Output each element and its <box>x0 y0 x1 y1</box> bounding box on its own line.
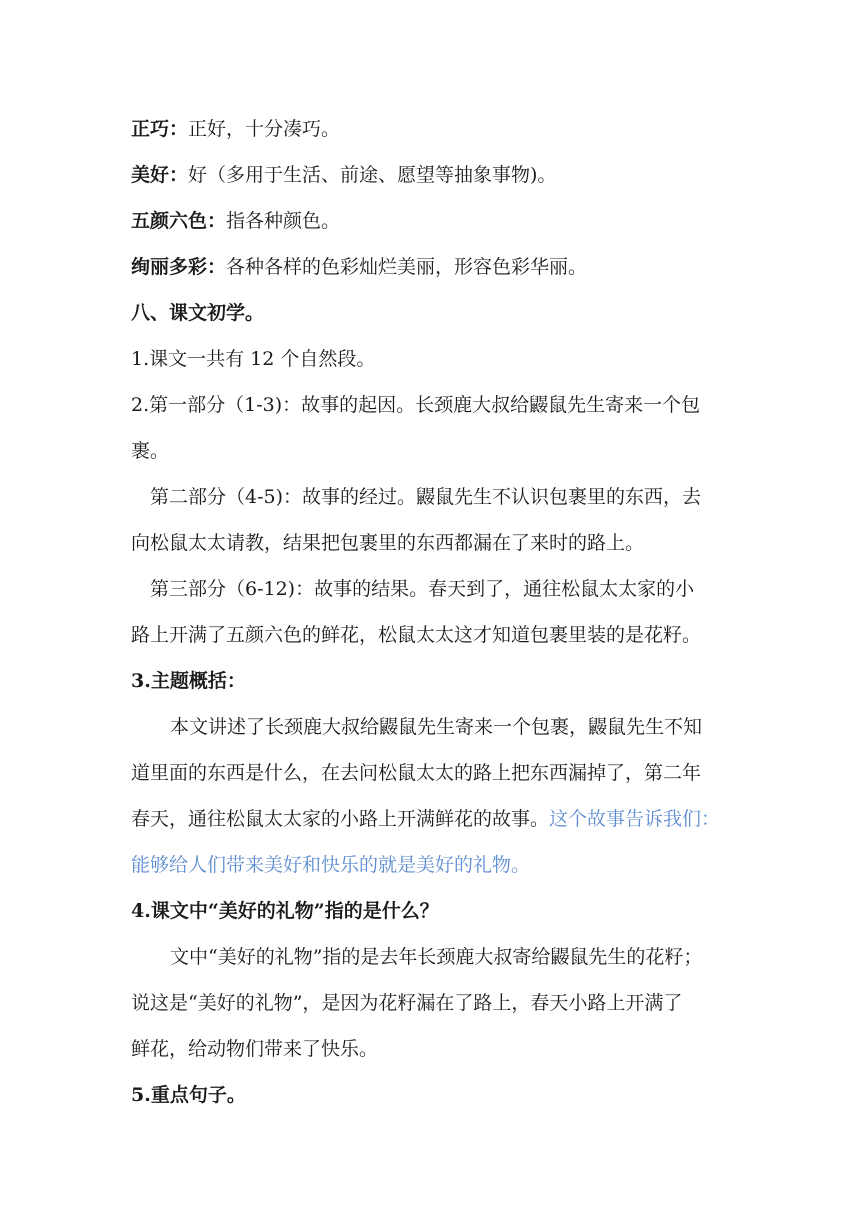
definition-text: 正好，十分凑巧。 <box>188 118 341 140</box>
definition-wuyanliuse <box>131 208 340 234</box>
definition-xuanliduocai <box>131 254 587 280</box>
gift-answer-line1: 文中“美好的礼物”指的是去年长颈鹿大叔寄给鼹鼠先生的花籽； <box>170 946 703 968</box>
part2-line1: 第二部分（4-5)：故事的经过。鼹鼠先生不认识包裹里的东西，去 <box>150 486 702 508</box>
theme-heading: 3.主题概括： <box>131 670 246 692</box>
gift-question-heading: 4.课文中“美好的礼物”指的是什么？ <box>131 900 439 922</box>
definition-text: 指各种颜色。 <box>226 210 341 232</box>
definition-term: 绚丽多彩： <box>131 256 227 278</box>
section-heading: 八、课文初学。 <box>131 302 265 324</box>
part3-line2: 路上开满了五颜六色的鲜花，松鼠太太这才知道包裹里装的是花籽。 <box>131 624 702 646</box>
theme-highlight: 这个故事告诉我们： <box>549 808 721 830</box>
definition-meihao <box>131 162 556 188</box>
definition-term: 正巧： <box>131 118 189 140</box>
definition-text: 各种各样的色彩灿烂美丽，形容色彩华丽。 <box>226 256 588 278</box>
definition-term: 五颜六色： <box>131 210 227 232</box>
part1-line2: 裹。 <box>131 440 170 462</box>
theme-line2: 道里面的东西是什么，在去问松鼠太太的路上把东西漏掉了，第二年 <box>131 762 702 784</box>
key-sentences-heading: 5.重点句子。 <box>131 1084 246 1106</box>
definition-zhengqiao <box>131 116 340 142</box>
gift-answer-line3: 鲜花，给动物们带来了快乐。 <box>131 1038 379 1060</box>
theme-line3 <box>131 806 720 832</box>
gift-answer-line2: 说这是“美好的礼物”，是因为花籽漏在了路上，春天小路上开满了 <box>131 992 683 1014</box>
definition-term: 美好： <box>131 164 189 186</box>
theme-text: 春天，通往松鼠太太家的小路上开满鲜花的故事。 <box>131 808 550 830</box>
part2-line2: 向松鼠太太请教，结果把包裹里的东西都漏在了来时的路上。 <box>131 532 645 554</box>
theme-line1: 本文讲述了长颈鹿大叔给鼹鼠先生寄来一个包裹，鼹鼠先生不知 <box>170 716 703 738</box>
item-paragraph-count: 1.课文一共有 12 个自然段。 <box>131 348 376 370</box>
part3-line1: 第三部分（6-12)：故事的结果。春天到了，通往松鼠太太家的小 <box>150 578 695 600</box>
part1-line1: 2.第一部分（1-3)：故事的起因。长颈鹿大叔给鼹鼠先生寄来一个包 <box>131 394 701 416</box>
definition-text: 好（多用于生活、前途、愿望等抽象事物)。 <box>188 164 557 186</box>
theme-highlight-line4: 能够给人们带来美好和快乐的就是美好的礼物。 <box>131 854 531 876</box>
